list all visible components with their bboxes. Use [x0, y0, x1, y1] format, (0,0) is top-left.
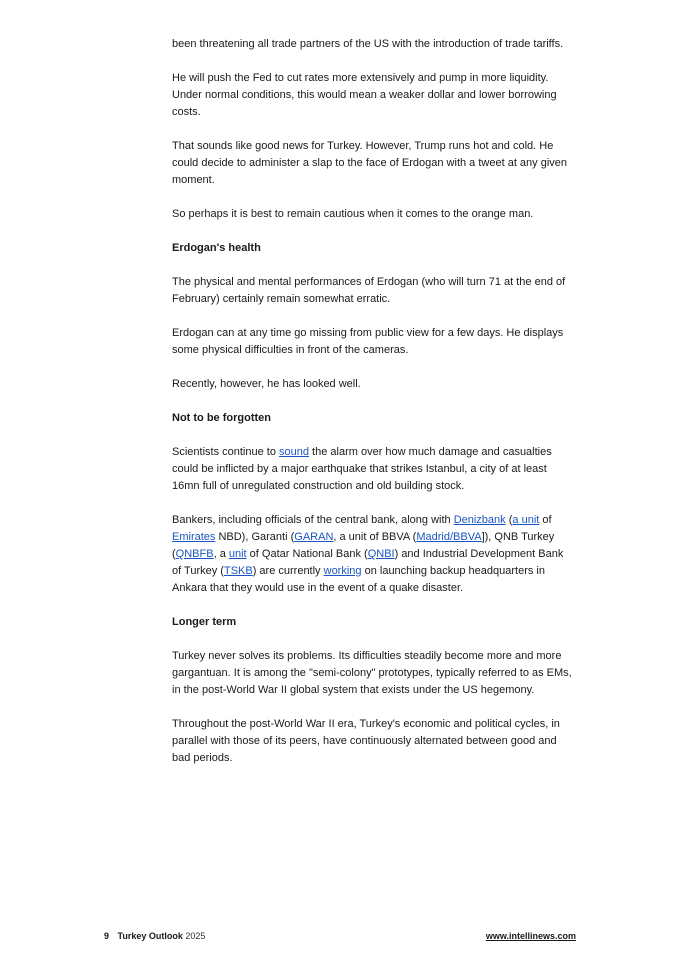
paragraph — [172, 512, 572, 597]
section-heading: Erdogan's health — [172, 242, 261, 254]
paragraph — [172, 444, 572, 495]
page-number: 9 — [104, 931, 110, 941]
paragraph: He will push the Fed to cut rates more extensively and pump in more liquidity. Under normal conditions, this would mean a weaker dollar and lower borrowing costs. — [172, 72, 557, 118]
paragraph: Throughout the post-World War II era, Turkey's economic and political cycles, in parallel with those of its peers, have continuously alternated between good and bad periods. — [172, 718, 560, 764]
inline-link[interactable]: Denizbank — [453, 514, 506, 526]
text-run: ) and Industrial Development Bank of Turkey ( — [172, 548, 564, 577]
paragraph: Turkey never solves its problems. Its difficulties steadily become more and more gargantuan. It is among the "semi-colony" prototypes, typically referred to as EMs, in the post-World War II global system that exists under the US hegemony. — [172, 650, 572, 696]
text-run: Scientists continue to — [172, 446, 280, 458]
inline-link[interactable]: QNBFB — [175, 548, 214, 560]
paragraph: So perhaps it is best to remain cautious when it comes to the orange man. — [172, 208, 534, 220]
text-run: of — [539, 514, 552, 526]
text-run: , a unit of BBVA ( — [333, 531, 417, 543]
text-run: ) are currently — [252, 565, 324, 577]
paragraph: That sounds like good news for Turkey. However, Trump runs hot and cold. He could decide to administer a slap to the face of Erdogan with a tweet at any given moment. — [172, 140, 568, 186]
paragraph: been threatening all trade partners of the US with the introduction of trade tariffs. — [172, 38, 564, 50]
publication-year: 2025 — [185, 931, 206, 941]
inline-link[interactable]: TSKB — [223, 565, 253, 577]
paragraph: Erdogan can at any time go missing from public view for a few days. He displays some physical difficulties in front of the cameras. — [172, 327, 564, 356]
section-heading: Not to be forgotten — [172, 412, 271, 424]
section-heading: Longer term — [172, 616, 237, 628]
text-run: Bankers, including officials of the central bank, along with — [172, 514, 454, 526]
inline-link[interactable]: QNBI — [367, 548, 395, 560]
article-body — [172, 36, 572, 784]
inline-link[interactable]: Emirates — [172, 531, 216, 543]
paragraph: Recently, however, he has looked well. — [172, 378, 361, 390]
text-run: ( — [505, 514, 513, 526]
inline-link[interactable]: sound — [279, 446, 309, 458]
inline-link[interactable]: working — [323, 565, 362, 577]
text-run: the alarm over how much damage and casualties could be inflicted by a major earthquake that strikes Istanbul, a city of at least 16mn full of unregulated construction and old building stock. — [172, 446, 552, 492]
page-footer — [104, 930, 576, 942]
paragraph: The physical and mental performances of Erdogan (who will turn 71 at the end of February) certainly remain somewhat erratic. — [172, 276, 566, 305]
text-run: , a — [213, 548, 229, 560]
inline-link[interactable]: a unit — [512, 514, 540, 526]
inline-link[interactable]: Madrid/BBVA — [416, 531, 482, 543]
text-run: on launching backup headquarters in Ankara that they would use in the event of a quake disaster. — [172, 565, 545, 594]
inline-link[interactable]: GARAN — [294, 531, 334, 543]
text-run: NBD), Garanti ( — [215, 531, 295, 543]
publication-name: Turkey Outlook — [117, 931, 183, 941]
inline-link[interactable]: unit — [228, 548, 247, 560]
website-link[interactable]: www.intellinews.com — [485, 931, 576, 941]
text-run: of Qatar National Bank ( — [246, 548, 368, 560]
text-run: ]), QNB Turkey ( — [172, 531, 555, 560]
